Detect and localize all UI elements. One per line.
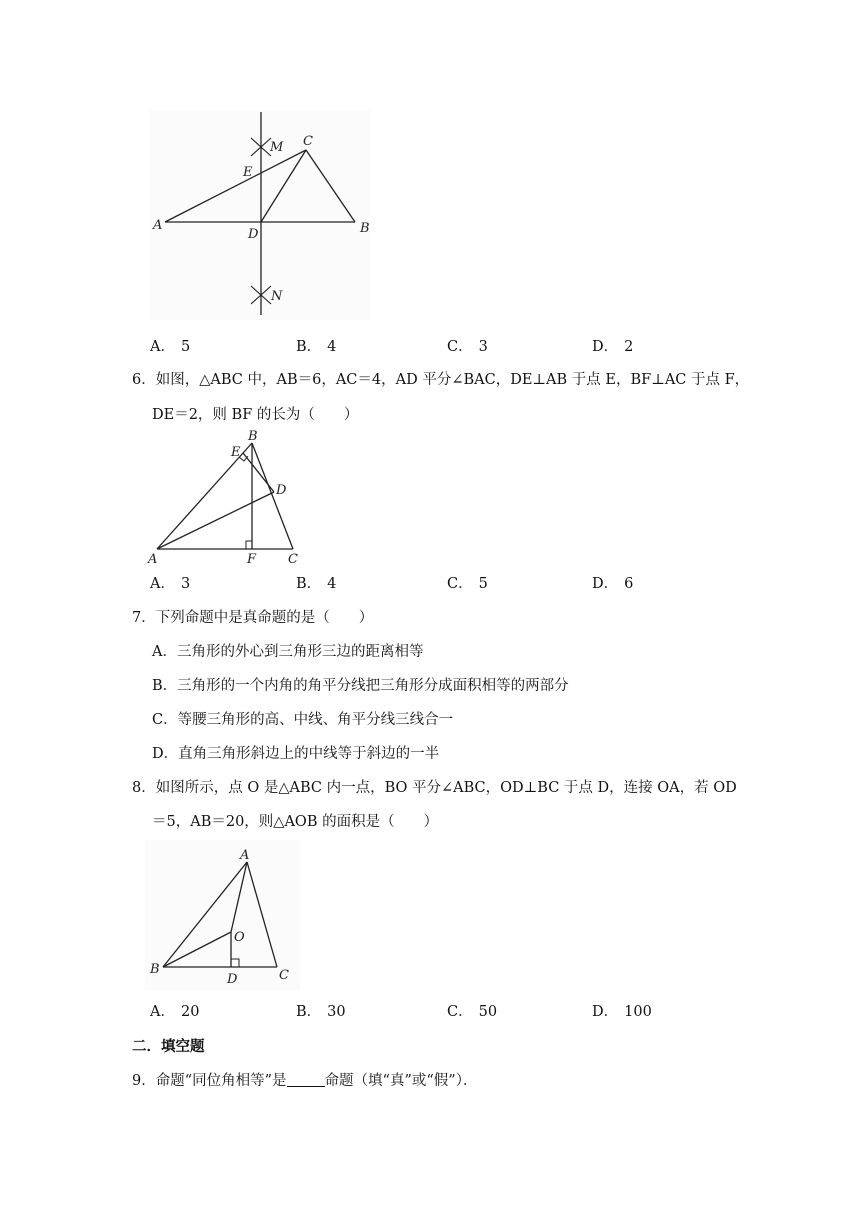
q7-option-d[interactable]: D．直角三角形斜边上的中线等于斜边的一半 xyxy=(152,746,440,762)
q9-text-after: 命题（填“真”或“假”）． xyxy=(324,1073,478,1089)
q8-figure xyxy=(145,840,300,990)
q8-label-d: D xyxy=(227,972,238,987)
q6-option-c[interactable]: C． 5 xyxy=(447,576,488,592)
q8-option-b[interactable]: B． 30 xyxy=(296,1004,346,1020)
q9-text-before: 9．命题“同位角相等”是 xyxy=(132,1073,287,1089)
q5-label-c: C xyxy=(303,134,313,149)
q5-label-e: E xyxy=(243,165,253,180)
q7-stem: 7．下列命题中是真命题的是（ ） xyxy=(132,610,374,626)
q8-option-c[interactable]: C． 50 xyxy=(447,1004,498,1020)
q8-label-a: A xyxy=(240,848,250,863)
q6-option-d[interactable]: D． 6 xyxy=(592,576,634,592)
section-title: 二．填空题 xyxy=(132,1039,205,1055)
q8-option-a[interactable]: A． 20 xyxy=(150,1004,200,1020)
q6-label-c: C xyxy=(288,552,298,567)
q5-option-c[interactable]: C． 3 xyxy=(447,339,488,355)
q7-option-b[interactable]: B．三角形的一个内角的角平分线把三角形分成面积相等的两部分 xyxy=(152,678,569,694)
q7-option-c[interactable]: C．等腰三角形的高、中线、角平分线三线合一 xyxy=(152,712,454,728)
q8-option-d[interactable]: D． 100 xyxy=(592,1004,652,1020)
q5-option-a[interactable]: A． 5 xyxy=(150,339,191,355)
q6-label-a: A xyxy=(148,552,158,567)
q6-option-a[interactable]: A． 3 xyxy=(150,576,191,592)
q6-stem-line1: 6．如图，△ABC 中，AB＝6，AC＝4，AD 平分∠BAC，DE⊥AB 于点 E，BF⊥AC 于点 F， xyxy=(132,372,750,388)
q5-label-a: A xyxy=(153,218,163,233)
q5-option-d[interactable]: D． 2 xyxy=(592,339,634,355)
q5-label-d: D xyxy=(248,227,259,242)
q5-figure xyxy=(150,110,370,320)
q9-answer-blank[interactable] xyxy=(287,1072,325,1087)
q9-stem xyxy=(132,1071,477,1091)
q8-stem-line2: ＝5，AB＝20，则△AOB 的面积是（ ） xyxy=(152,814,439,830)
q8-stem-line1: 8．如图所示，点 O 是△ABC 内一点，BO 平分∠ABC，OD⊥BC 于点 D，连接 OA，若 OD xyxy=(132,780,737,796)
q5-option-b[interactable]: B． 4 xyxy=(296,339,337,355)
q5-label-b: B xyxy=(360,221,370,236)
q8-label-b: B xyxy=(150,962,160,977)
q5-label-n: N xyxy=(271,289,283,304)
q6-figure xyxy=(145,425,310,570)
q7-option-a[interactable]: A．三角形的外心到三角形三边的距离相等 xyxy=(152,644,424,660)
q6-label-b: B xyxy=(248,429,258,444)
q6-label-d: D xyxy=(276,483,287,498)
q6-label-e: E xyxy=(231,445,241,460)
q8-label-o: O xyxy=(234,930,245,945)
q8-label-c: C xyxy=(279,968,289,983)
q6-option-b[interactable]: B． 4 xyxy=(296,576,337,592)
q5-label-m: M xyxy=(270,140,284,155)
q6-stem-line2: DE＝2，则 BF 的长为（ ） xyxy=(152,407,359,423)
q6-label-f: F xyxy=(247,552,257,567)
